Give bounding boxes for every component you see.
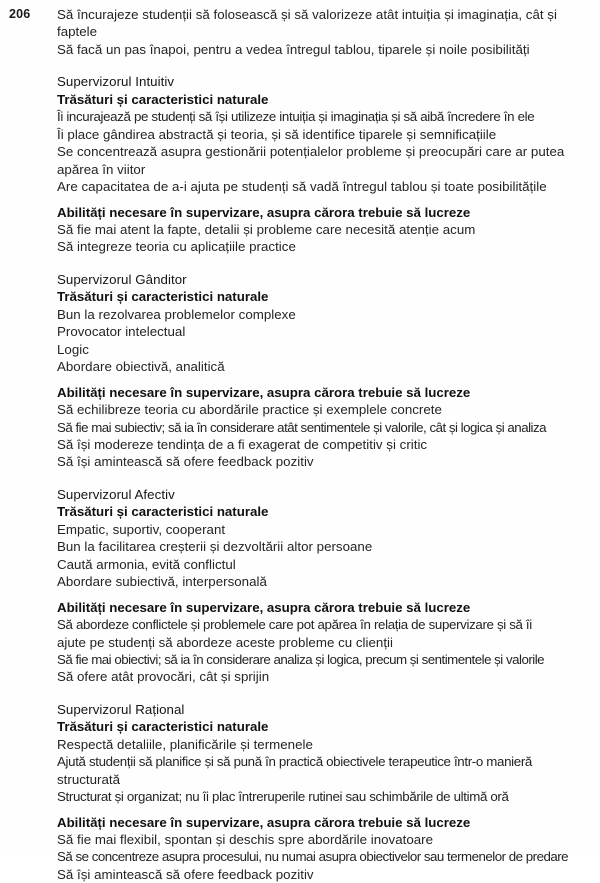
body-line: Bun la facilitarea creșterii și dezvoltării altor persoane — [57, 539, 373, 555]
body-line: Să facă un pas înapoi, pentru a vedea întregul tablou, tiparele și noile posibilități — [57, 41, 530, 57]
body-line: Abordare obiectivă, analitică — [57, 359, 225, 375]
body-line: Caută armonia, evită conflictul — [57, 556, 236, 572]
section-supervizorul-ganditor — [57, 271, 597, 471]
skills-heading: Abilități necesare în supervizare, asupra cărora trebuie să lucreze — [57, 384, 471, 400]
sub-gap — [57, 196, 597, 204]
paragraph-gap — [57, 256, 597, 271]
body-line: Are capacitatea de a-i ajuta pe studenți să vadă întregul tablou și toate posibilitățile — [57, 179, 547, 195]
body-line: Să își amintească să ofere feedback pozitiv — [57, 866, 314, 882]
body-line: Respectă detaliile, planificările și termenele — [57, 736, 313, 752]
traits-heading: Trăsături și caracteristici naturale — [57, 289, 269, 305]
paragraph-gap — [57, 471, 597, 486]
section-supervizorul-intuitiv — [57, 73, 597, 256]
body-line: Îi incurajează pe studenți să își utilizeze intuiția și imaginația și să aibă încredere în ele — [57, 109, 535, 125]
text-column — [57, 6, 597, 883]
page-number: 206 — [9, 7, 31, 21]
body-line: Abordare subiectivă, interpersonală — [57, 574, 267, 590]
body-line: Să își amintească să ofere feedback pozitiv — [57, 454, 314, 470]
body-line: faptele — [57, 24, 98, 40]
body-line: Să echilibreze teoria cu abordările practice și exemplele concrete — [57, 402, 442, 418]
section-title: Supervizorul Intuitiv — [57, 74, 175, 90]
body-line: Să își modereze tendința de a fi exagerat de competitiv și critic — [57, 436, 428, 452]
skills-heading: Abilități necesare în supervizare, asupra cărora trebuie să lucreze — [57, 599, 471, 615]
body-line: Să fie mai subiectiv; să ia în considerare atât sentimentele și valorile, cât și logica și analiza — [57, 419, 547, 435]
body-line: Să fie mai obiectivi; să ia în considerare analiza și logica, precum și sentimentele și valorile — [57, 651, 545, 667]
body-line: Se concentrează asupra gestionării potențialelor probleme și preocupări care ar putea — [57, 144, 565, 160]
section-title: Supervizorul Rațional — [57, 701, 185, 717]
body-line: apărea în viitor — [57, 161, 146, 177]
body-line: Îi place gândirea abstractă și teoria, și să identifice tiparele și semnificațiile — [57, 126, 497, 142]
body-line: Să se concentreze asupra procesului, nu numai asupra obiectivelor sau termenelor de predare — [57, 849, 569, 865]
body-line: Să fie mai atent la fapte, detalii și probleme care necesită atenție acum — [57, 221, 476, 237]
section-supervizorul-rational — [57, 701, 597, 883]
intro-block — [57, 6, 597, 58]
body-line: Să ofere atât provocări, cât și sprijin — [57, 669, 270, 685]
section-supervizorul-afectiv — [57, 486, 597, 686]
body-line: Să integreze teoria cu aplicațiile practice — [57, 239, 296, 255]
sub-gap — [57, 806, 597, 814]
body-line: Ajută studenții să planifice și să pună în practică obiectivele terapeutice într-o manieră — [57, 754, 532, 770]
paragraph-gap — [57, 686, 597, 701]
body-line: structurată — [57, 771, 121, 787]
traits-heading: Trăsături și caracteristici naturale — [57, 504, 269, 520]
skills-heading: Abilități necesare în supervizare, asupra cărora trebuie să lucreze — [57, 814, 471, 830]
body-line: Să abordeze conflictele și problemele care pot apărea în relația de supervizare și să îi — [57, 617, 532, 633]
body-line: Empatic, suportiv, cooperant — [57, 521, 226, 537]
skills-heading: Abilități necesare în supervizare, asupra cărora trebuie să lucreze — [57, 204, 471, 220]
body-line: Să fie mai flexibil, spontan și deschis spre abordările inovatoare — [57, 832, 434, 848]
sub-gap — [57, 376, 597, 384]
sub-gap — [57, 591, 597, 599]
paragraph-gap — [57, 58, 597, 73]
body-line: Logic — [57, 341, 89, 357]
body-line: Să încurajeze studenții să folosească și să valorizeze atât intuiția și imaginația, cât și — [57, 7, 557, 22]
body-line: ajute pe studenți să abordeze aceste probleme cu clienții — [57, 634, 393, 650]
traits-heading: Trăsături și caracteristici naturale — [57, 91, 269, 107]
traits-heading: Trăsături și caracteristici naturale — [57, 719, 269, 735]
body-line: Provocator intelectual — [57, 324, 186, 340]
body-line: Structurat și organizat; nu îi plac întreruperile rutinei sau schimbările de ultimă oră — [57, 789, 509, 805]
body-line: Bun la rezolvarea problemelor complexe — [57, 306, 296, 322]
section-title: Supervizorul Gânditor — [57, 271, 187, 287]
section-title: Supervizorul Afectiv — [57, 486, 175, 502]
